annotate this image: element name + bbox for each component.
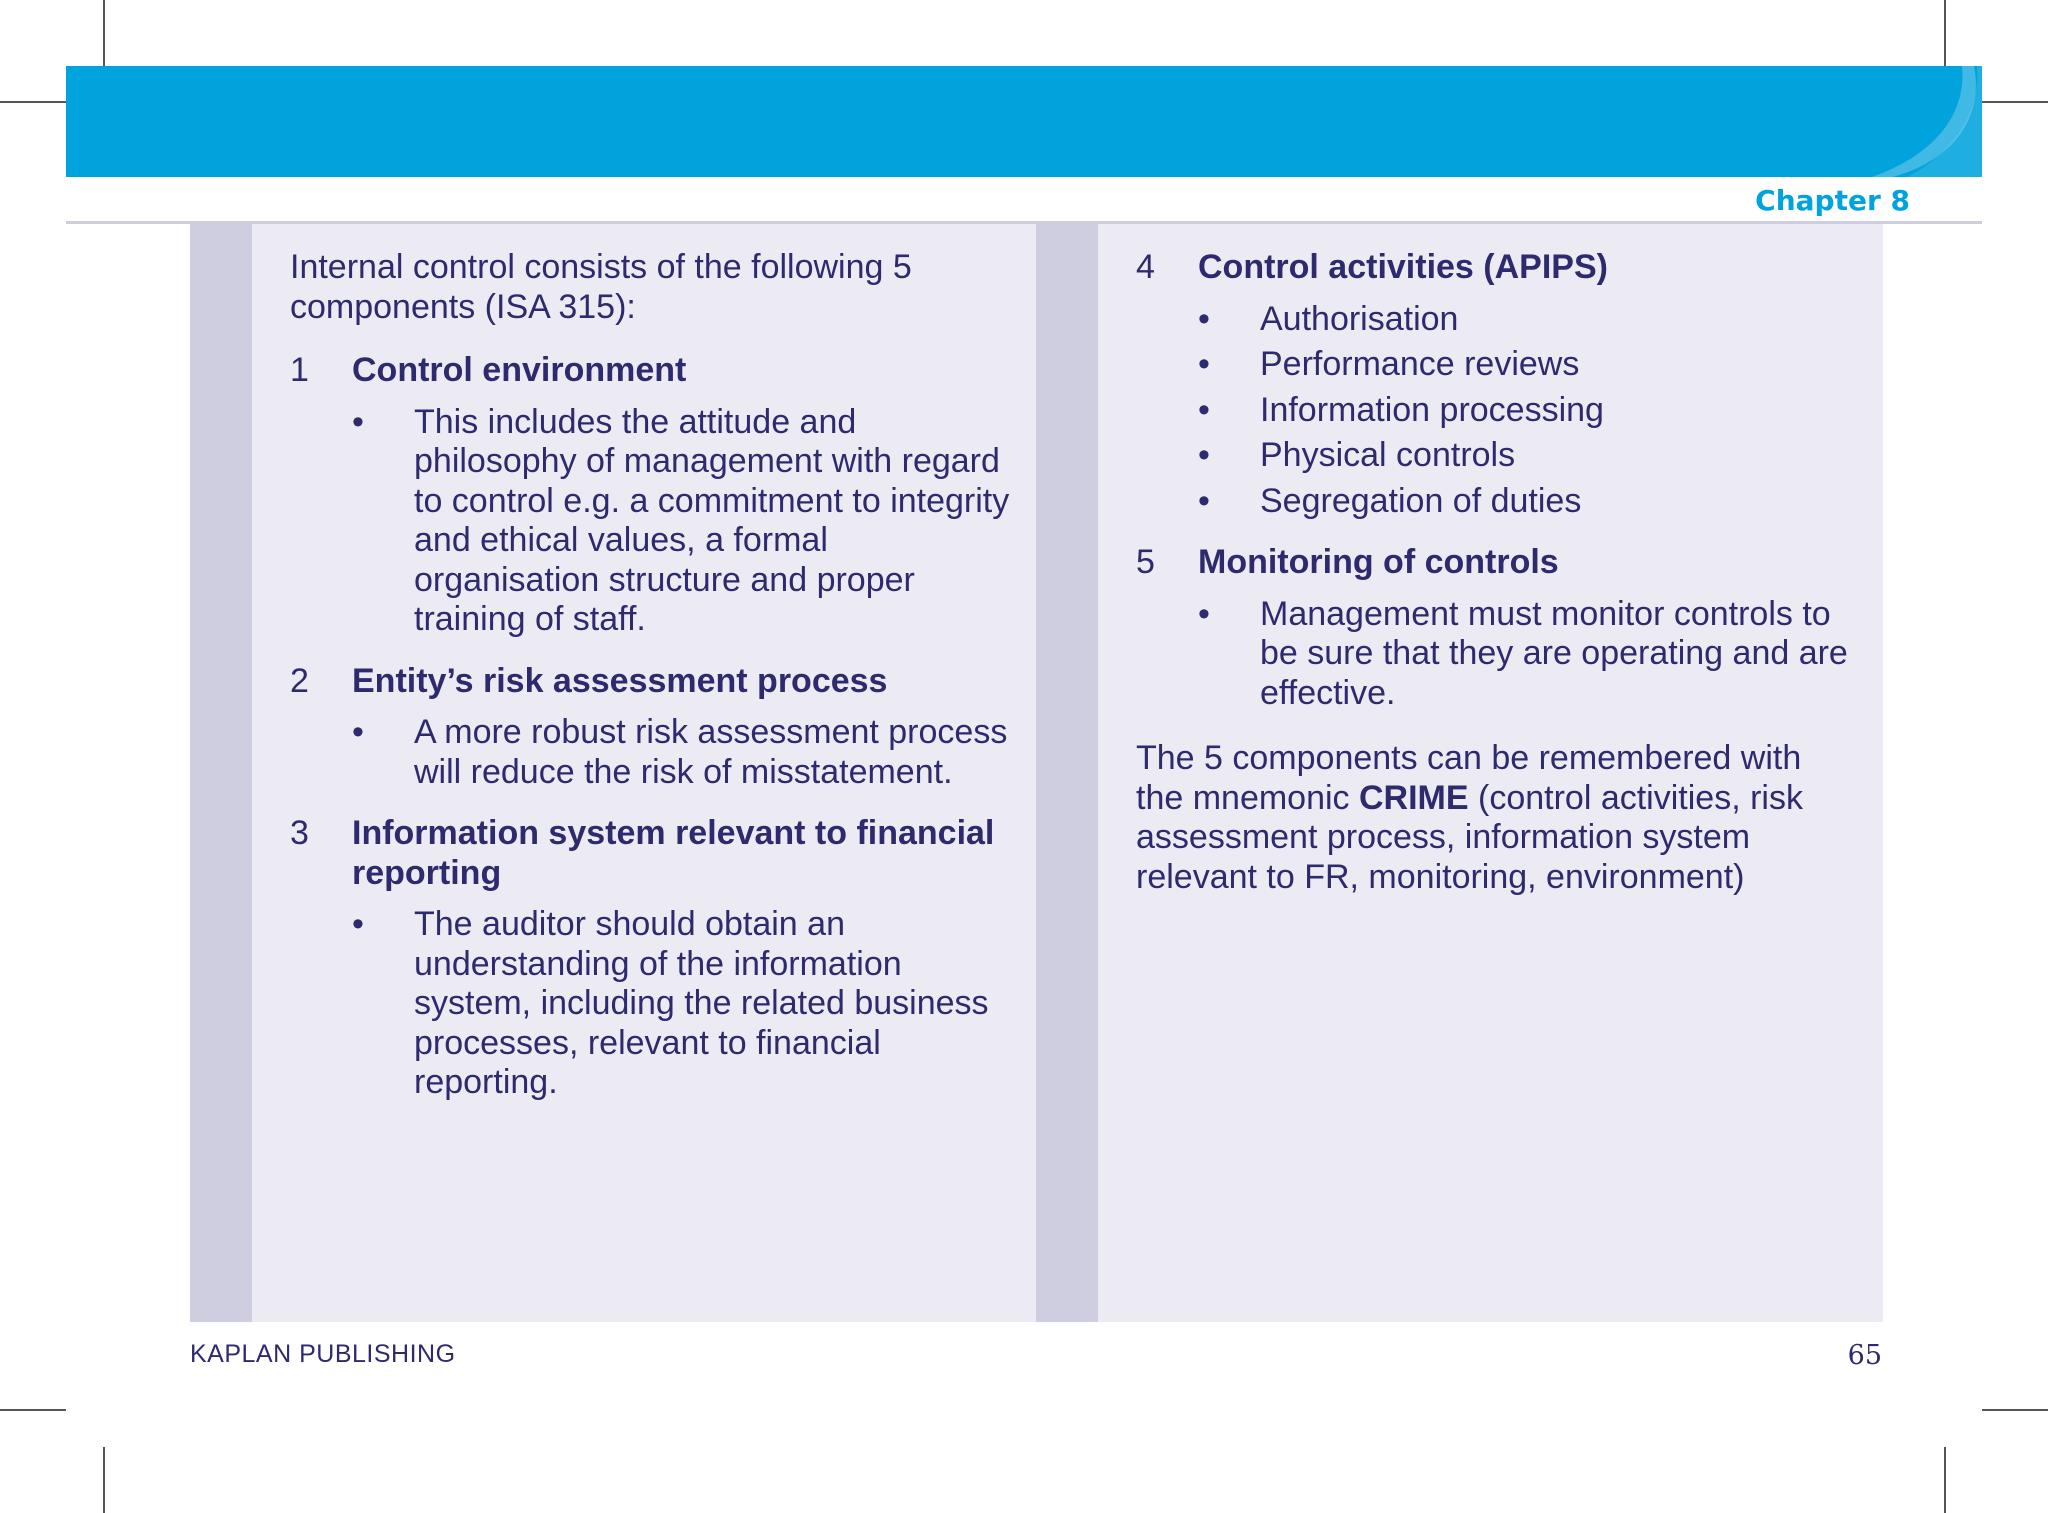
component-item [290,662,1010,793]
bullet-icon: • [352,402,364,441]
bullet-icon: • [1198,481,1210,520]
bullet-icon: • [1198,436,1210,474]
item-heading: Control environment [352,351,687,389]
bullet-item: • Management must monitor controls to be sure that they are operating and are effective. [1198,594,1848,712]
mnemonic-word: CRIME [1359,778,1469,817]
mnemonic-paragraph: The 5 components can be remembered with the mnemonic CRIME (control activities, risk assessment process, information system relevant to FR, monitoring, environment) [1136,739,1803,896]
bullet-list [1198,595,1856,714]
left-column [290,248,1010,1125]
bullet-item: • Physical controls [1198,436,1516,474]
bullet-icon: • [1198,299,1210,338]
bullet-item: • Authorisation [1198,299,1459,338]
bullet-item: • A more robust risk assessment process will reduce the risk of misstatement. [352,713,1008,791]
bullet-item: • Information processing [1198,390,1604,429]
item-heading: Control activities (APIPS) [1198,248,1608,286]
item-number: 2 [290,661,309,700]
crop-mark [1944,0,1946,66]
crop-mark [0,1409,66,1411]
item-heading: Entity’s risk assessment process [352,661,888,700]
bullet-list [352,403,1010,640]
crop-mark [1944,1447,1946,1513]
item-number: 5 [1136,543,1155,581]
component-item [1136,543,1856,713]
crop-mark [0,101,66,103]
bullet-list [352,713,1010,792]
item-number: 3 [290,814,309,852]
bullet-icon: • [352,713,364,751]
bullet-icon: • [1198,390,1210,429]
crop-mark [1982,1409,2048,1411]
banner-swoosh-icon [1722,66,1982,177]
crop-mark [103,0,105,66]
component-item [290,814,1010,1103]
left-band [190,224,252,1322]
header-banner [66,66,1982,177]
item-number: 1 [290,351,309,389]
item-heading: Monitoring of controls [1198,543,1559,581]
item-number: 4 [1136,248,1155,286]
component-item [290,351,1010,640]
bullet-item: • The auditor should obtain an understanding of the information system, including the related business processes, relevant to financial reporting. [352,905,989,1101]
right-band [1036,224,1098,1322]
right-column [1136,248,1856,897]
bullet-item: • This includes the attitude and philosophy of management with regard to control e.g. a commitment to integrity and ethical values, a formal organisation structure and proper training of staff. [352,402,1010,638]
component-item [1136,248,1856,521]
publisher-label: KAPLAN PUBLISHING [190,1340,456,1368]
crop-mark [103,1447,105,1513]
crop-mark [1982,101,2048,103]
bullet-item: • Performance reviews [1198,345,1580,383]
bullet-icon: • [352,905,364,943]
bullet-icon: • [1198,345,1210,383]
bullet-list [1198,300,1856,522]
chapter-label: Chapter 8 [1755,184,1910,217]
page-number: 65 [1847,1340,1882,1371]
bullet-icon: • [1198,594,1210,633]
bullet-item: • Segregation of duties [1198,481,1582,520]
intro-text: Internal control consists of the following 5 components (ISA 315): [290,248,912,326]
bullet-list [352,905,1010,1103]
item-heading: Information system relevant to financial reporting [352,814,995,892]
